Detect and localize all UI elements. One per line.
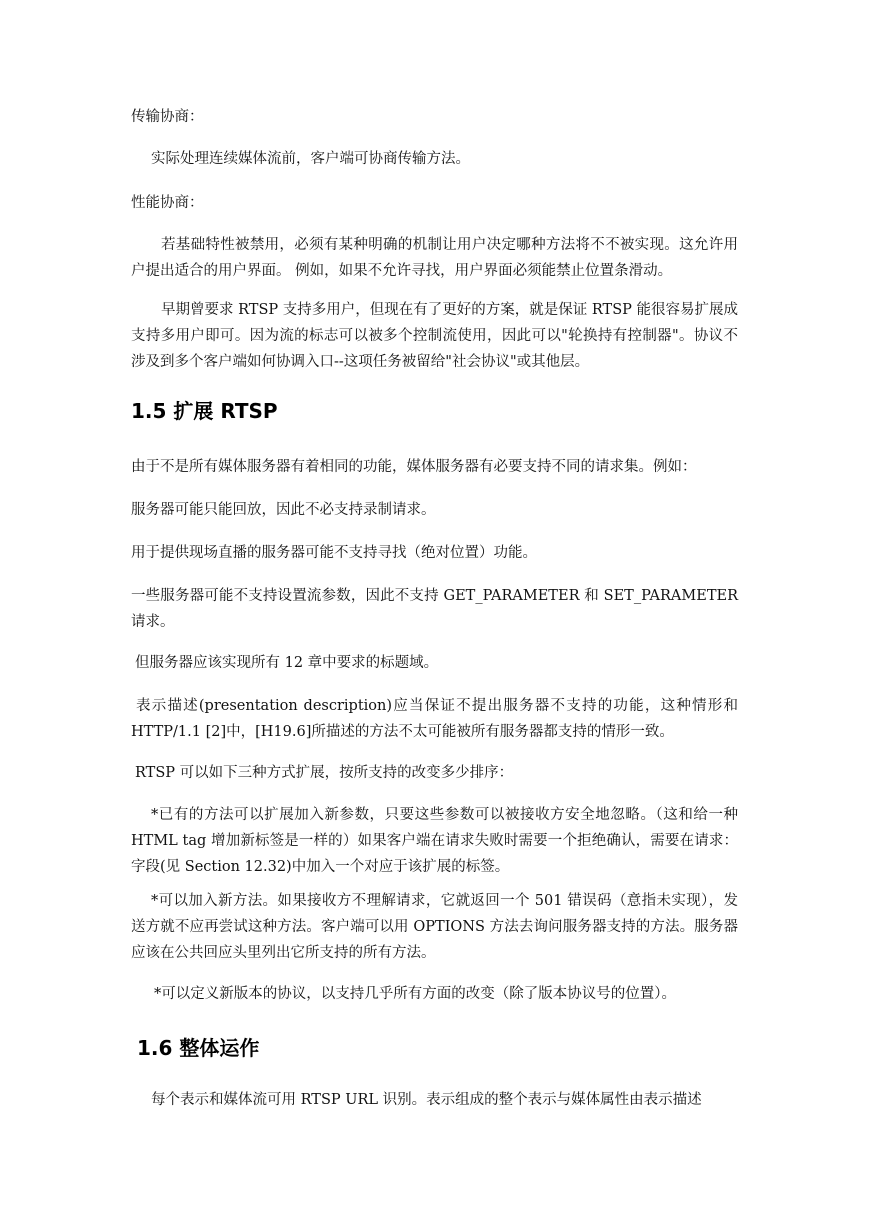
paragraph-transport-negotiation: 实际处理连续媒体流前，客户端可协商传输方法。 [151,151,470,167]
paragraph-live-broadcast: 用于提供现场直播的服务器可能不支持寻找（绝对位置）功能。 [131,545,537,561]
paragraph-overall-operation: 每个表示和媒体流可用 RTSP URL 识别。表示组成的整个表示与媒体属性由表示描述 [151,1092,702,1108]
paragraph-stream-parameters: 一些服务器可能不支持设置流参数，因此不支持 GET_PARAMETER 和 SET_PARAMETER 请求。 [131,588,738,630]
list-item-new-version: *可以定义新版本的协议，以支持几乎所有方面的改变（除了版本协议号的位置）。 [154,986,676,1002]
section-heading-1-5: 1.5 扩展 RTSP [131,399,278,423]
section-heading-1-6: 1.6 整体运作 [137,1036,260,1060]
list-item-new-methods: *可以加入新方法。如果接收方不理解请求，它就返回一个 501 错误码（意指未实现），发送方就不应再尝试这种方法。客户端可以用 OPTIONS 方法去询问服务器支持的方法。服务器应该在公共回应头里列出它所支持的所有方法。 [131,893,738,961]
paragraph-capability-negotiation-label: 性能协商： [131,195,204,211]
paragraph-capability-negotiation: 若基础特性被禁用，必须有某种明确的机制让用户决定哪种方法将不不被实现。这允许用户提出适合的用户界面。 例如，如果不允许寻找，用户界面必须能禁止位置条滑动。 [131,237,738,279]
paragraph-header-fields: 但服务器应该实现所有 12 章中要求的标题域。 [135,655,439,671]
paragraph-three-ways: RTSP 可以如下三种方式扩展，按所支持的改变多少排序： [135,765,514,781]
paragraph-playback-only: 服务器可能只能回放，因此不必支持录制请求。 [131,502,436,518]
paragraph-transport-negotiation-label: 传输协商： [131,109,204,125]
paragraph-presentation-description: 表示描述(presentation description)应当保证不提出服务器不支持的功能，这种情形和HTTP/1.1 [2]中，[H19.6]所描述的方法不太可能被所有服务器都支持的情形一致。 [131,698,738,740]
paragraph-multi-user: 早期曾要求 RTSP 支持多用户，但现在有了更好的方案，就是保证 RTSP 能很容易扩展成支持多用户即可。因为流的标志可以被多个控制流使用，因此可以"轮换持有控制器"。协议不涉及到多个客户端如何协调入口--这项任务被留给"社会协议"或其他层。 [131,302,738,370]
list-item-extend-methods: *已有的方法可以扩展加入新参数，只要这些参数可以被接收方安全地忽略。（这和给一种 HTML tag 增加新标签是一样的）如果客户端在请求失败时需要一个拒绝确认，需要在请求：字段(见 Section 12.32)中加入一个对应于该扩展的标签。 [131,807,738,875]
paragraph-extending-intro: 由于不是所有媒体服务器有着相同的功能，媒体服务器有必要支持不同的请求集。例如： [131,459,697,475]
